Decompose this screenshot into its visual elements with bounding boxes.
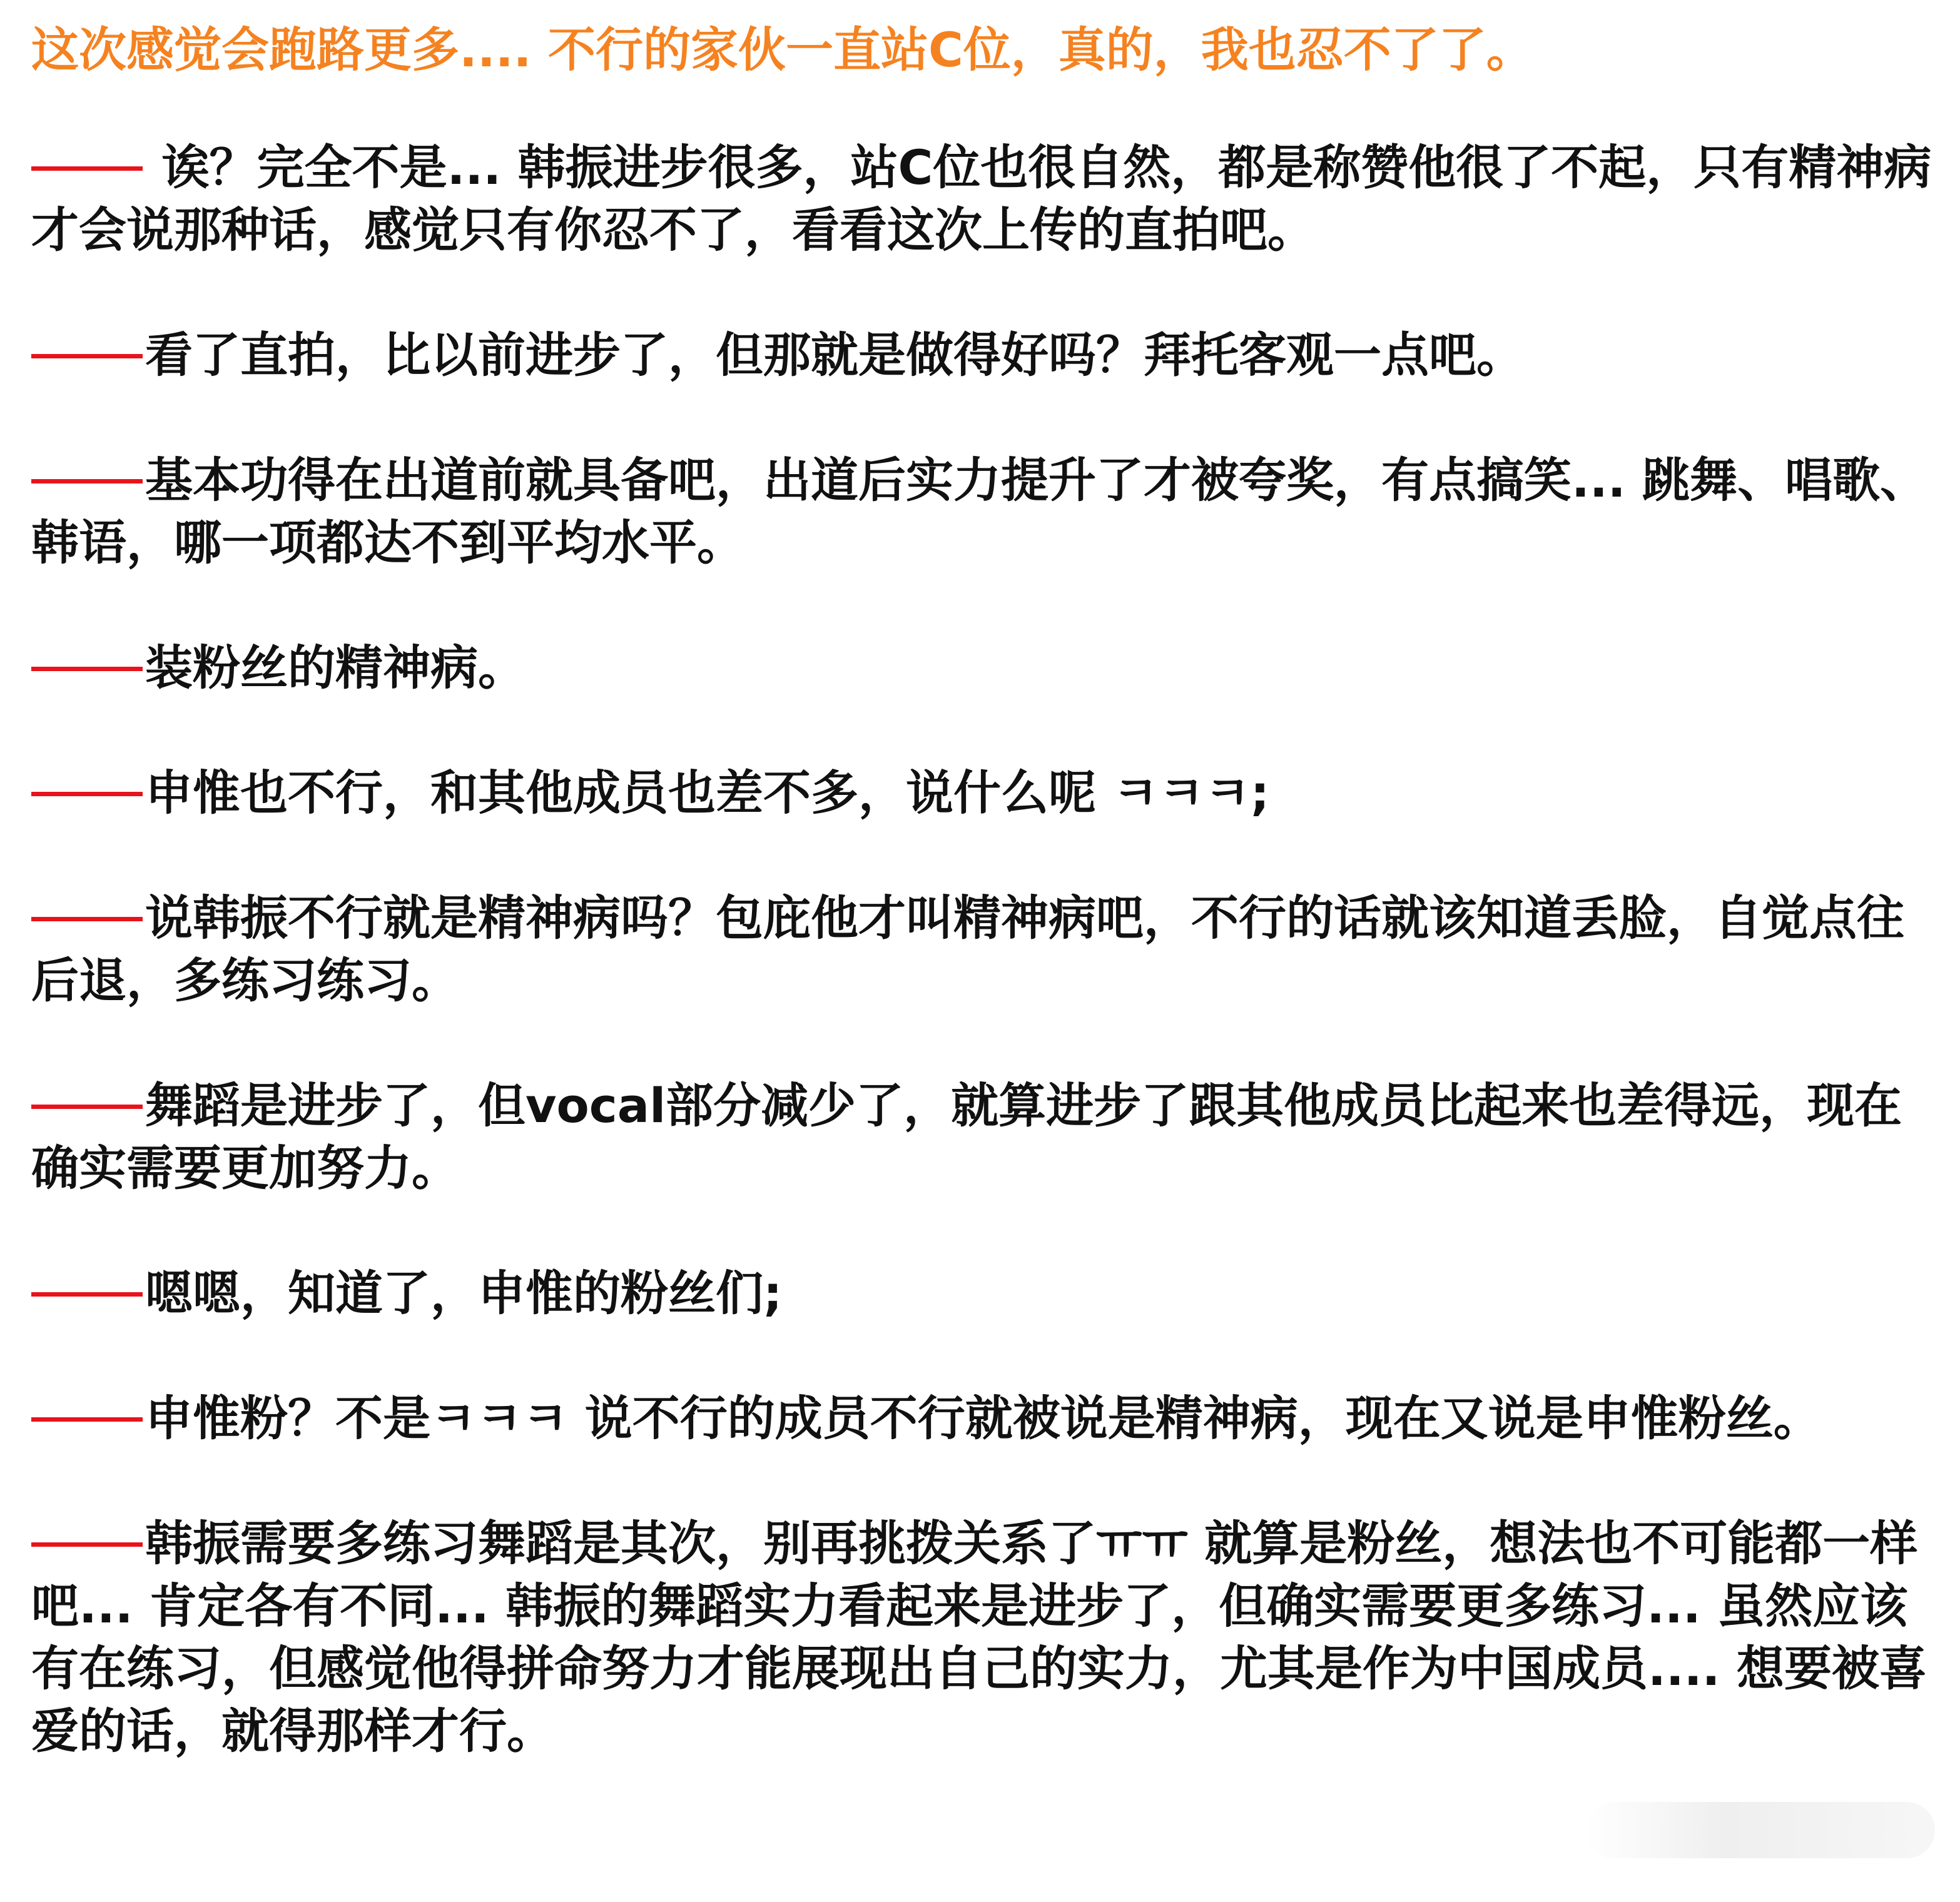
- reply-dash-icon: [31, 354, 143, 358]
- comment-text: 申惟粉？不是ㅋㅋㅋ 说不行的成员不行就被说是精神病，现在又说是申惟粉丝。: [145, 1390, 1821, 1446]
- comment-text: 看了直拍，比以前进步了，但那就是做得好吗？拜托客观一点吧。: [145, 327, 1524, 383]
- comment-text: 申惟也不行，和其他成员也差不多，说什么呢 ㅋㅋㅋ;: [145, 765, 1270, 821]
- reply-dash-icon: [31, 1417, 143, 1422]
- comment-text: 舞蹈是进步了，但vocal部分减少了，就算进步了跟其他成员比起来也差得远，现在确实需要更加努力。: [31, 1078, 1902, 1196]
- reply-dash-icon: [31, 667, 143, 671]
- comment-item: [31, 136, 1933, 261]
- reply-dash-icon: [31, 1292, 143, 1297]
- comment-text: 诶？完全不是... 韩振进步很多，站C位也很自然，都是称赞他很了不起，只有精神病才会说那种话，感觉只有你忍不了，看看这次上传的直拍吧。: [31, 139, 1932, 258]
- comment-text: 嗯嗯，知道了，申惟的粉丝们;: [145, 1265, 783, 1321]
- comment-item: [31, 449, 1933, 574]
- comment-text: 韩振需要多练习舞蹈是其次，别再挑拨关系了ㅠㅠ 就算是粉丝，想法也不可能都一样吧... 肯定各有不同... 韩振的舞蹈实力看起来是进步了，但确实需要更多练习... 虽然应该有在练习，但感觉他得拼命努力才能展现出自己的实力，尤其是作为中国成员.... 想要被喜爱的话，就得那样才行。: [31, 1515, 1927, 1759]
- reply-dash-icon: [31, 166, 143, 171]
- comment-text: 装粉丝的精神病。: [145, 640, 526, 696]
- comment-text: 说韩振不行就是精神病吗？包庇他才叫精神病吧，不行的话就该知道丢脸，自觉点往后退，多练习练习。: [31, 890, 1904, 1008]
- comment-text: 基本功得在出道前就具备吧，出道后实力提升了才被夸奖，有点搞笑... 跳舞、唱歌、韩语，哪一项都达不到平均水平。: [31, 452, 1928, 570]
- comment-item: [31, 1075, 1933, 1200]
- watermark: [1585, 1802, 1935, 1858]
- headline: 这次感觉会跑路更多.... 不行的家伙一直站C位，真的，我也忍不了了。: [31, 22, 1534, 78]
- reply-dash-icon: [31, 792, 143, 796]
- comment-item: [31, 1387, 1933, 1450]
- comment-item: [31, 1262, 1933, 1325]
- comment-item: [31, 1512, 1933, 1763]
- comment-thread: [31, 136, 1933, 1825]
- reply-dash-icon: [31, 1105, 143, 1109]
- reply-dash-icon: [31, 917, 143, 921]
- comment-item: [31, 762, 1933, 824]
- comment-item: [31, 637, 1933, 699]
- reply-dash-icon: [31, 1542, 143, 1547]
- reply-dash-icon: [31, 479, 143, 483]
- comment-item: [31, 324, 1933, 387]
- comment-item: [31, 887, 1933, 1012]
